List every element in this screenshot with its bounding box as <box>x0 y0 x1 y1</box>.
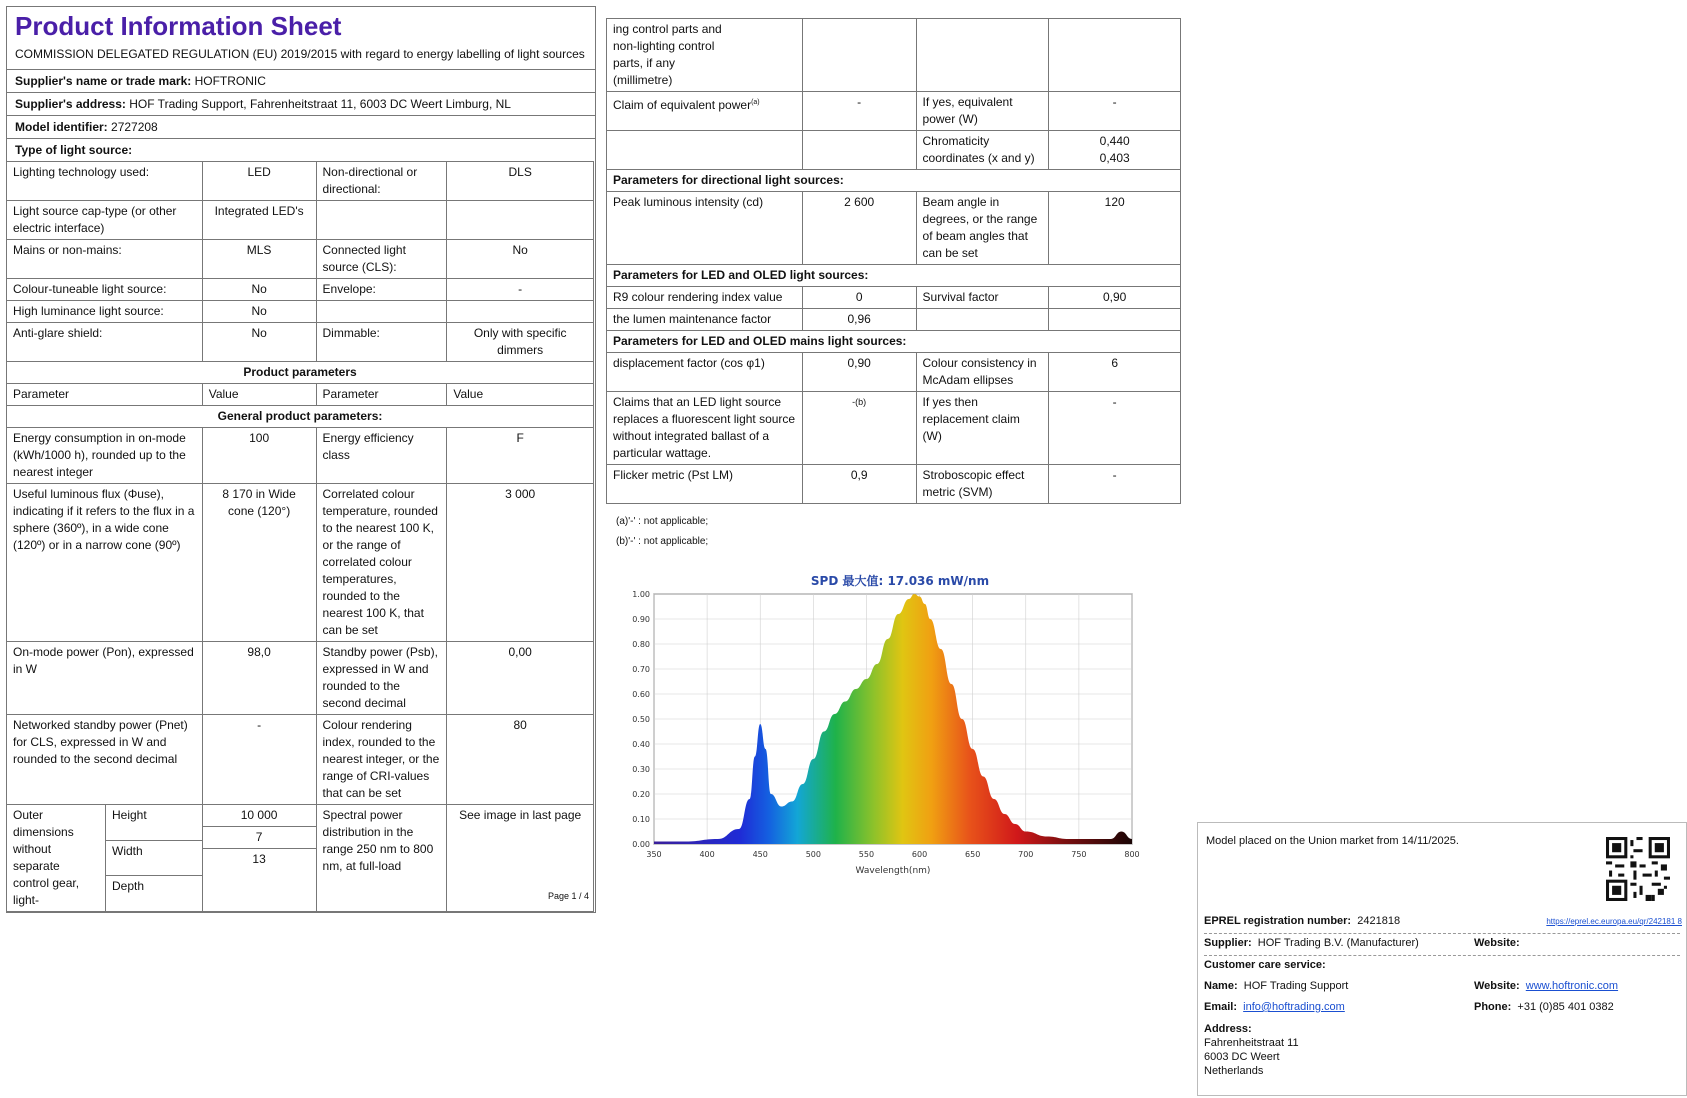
email-label: Email: <box>1204 1001 1238 1013</box>
website-link[interactable]: www.hoftronic.com <box>1525 980 1619 992</box>
y-tick-label: 0.40 <box>632 740 650 749</box>
x-tick-label: 500 <box>805 850 821 859</box>
cell: 100 <box>202 428 316 484</box>
cell: 6 <box>1049 353 1181 392</box>
x-axis-label: Wavelength(nm) <box>855 866 931 876</box>
cell: Colour rendering index, rounded to the nearest integer, or the range of CRI-values that can be set <box>316 715 447 805</box>
equiv-label: Claim of equivalent power <box>613 98 752 112</box>
cell: - <box>802 92 916 131</box>
cell: Non-directional or directional: <box>316 162 447 201</box>
dims-cell <box>7 805 203 912</box>
cell: Anti-glare shield: <box>7 323 203 362</box>
table-row <box>607 92 1181 131</box>
address-line-1: Fahrenheitstraat 11 <box>1204 1037 1299 1049</box>
page-number: Page 1 / 4 <box>548 891 590 901</box>
chart-title: SPD 最大值: 17.036 mW/nm <box>810 574 990 588</box>
cell: See image in last page <box>447 805 594 912</box>
phone-value: +31 (0)85 401 0382 <box>1517 1001 1614 1013</box>
cell: 3 000 <box>447 484 594 642</box>
divider <box>1204 955 1680 956</box>
table-row <box>607 309 1181 331</box>
table-row <box>7 162 594 201</box>
type-label: Type of light source: <box>15 143 133 157</box>
cell: Energy efficiency class <box>316 428 447 484</box>
eprel-row <box>1204 915 1400 927</box>
cell: Connected light source (CLS): <box>316 240 447 279</box>
cell: Standby power (Psb), expressed in W and rounded to the second decimal <box>316 642 447 715</box>
table-row <box>7 240 594 279</box>
cell: DLS <box>447 162 594 201</box>
table-row <box>7 279 594 301</box>
cell: Survival factor <box>916 287 1049 309</box>
supplier-row <box>1204 937 1419 949</box>
qr-code-icon <box>1606 837 1670 901</box>
y-tick-label: 1.00 <box>632 590 650 599</box>
cell <box>447 201 594 240</box>
cell: the lumen maintenance factor <box>607 309 803 331</box>
cell: Dimmable: <box>316 323 447 362</box>
middle-sheet <box>606 18 1181 504</box>
placed-text: Model placed on the Union market from 14/11/2025. <box>1206 835 1459 847</box>
model-value: 2727208 <box>111 120 158 134</box>
table-row <box>607 192 1181 265</box>
product-parameters-header: Product parameters <box>7 362 594 384</box>
col-header: Value <box>202 384 316 406</box>
cell: No <box>202 301 316 323</box>
y-tick-label: 0.30 <box>632 765 650 774</box>
y-tick-label: 0.20 <box>632 790 650 799</box>
cell <box>916 19 1049 92</box>
website-label <box>1474 937 1520 949</box>
cell <box>447 301 594 323</box>
dims-table <box>7 805 202 911</box>
cell: No <box>202 279 316 301</box>
spd-chart <box>606 568 1176 878</box>
cell: F <box>447 428 594 484</box>
table-row <box>7 201 594 240</box>
cell: 0,00 <box>447 642 594 715</box>
general-params-header: General product parameters: <box>7 406 594 428</box>
cell: Stroboscopic effect metric (SVM) <box>916 465 1049 504</box>
table-row <box>7 805 594 912</box>
address-label: Supplier's address: <box>15 97 126 111</box>
y-tick-label: 0.50 <box>632 715 650 724</box>
cell <box>607 92 803 131</box>
dim-height-value: 10 000 <box>203 805 316 827</box>
cell: - <box>202 715 316 805</box>
dims-label: Outer dimensions without separate control gear, light- <box>7 805 106 911</box>
cell: Claims that an LED light source replaces a fluorescent light source without integrated ballast of a particular wattage. <box>607 392 803 465</box>
y-tick-label: 0.10 <box>632 815 650 824</box>
cell: 80 <box>447 715 594 805</box>
phone-label: Phone: <box>1474 1001 1512 1013</box>
cell: Mains or non-mains: <box>7 240 203 279</box>
cell: 0 <box>802 287 916 309</box>
table-row <box>607 465 1181 504</box>
cell: Envelope: <box>316 279 447 301</box>
section-header <box>607 331 1181 353</box>
table-row <box>7 715 594 805</box>
dim-depth-label: Depth <box>112 879 145 894</box>
name-label: Name: <box>1204 980 1238 992</box>
eprel-card <box>1197 822 1687 1096</box>
table-row <box>7 428 594 484</box>
email-row <box>1204 1001 1345 1013</box>
x-tick-label: 750 <box>1071 850 1087 859</box>
page-title: Product Information Sheet <box>15 11 342 41</box>
col-header: Parameter <box>7 384 203 406</box>
address-line-2: 6003 DC Weert <box>1204 1051 1280 1063</box>
cell: - <box>1049 465 1181 504</box>
address-label-text: Address: <box>1204 1023 1252 1035</box>
x-tick-label: 450 <box>752 850 768 859</box>
footnote-a: (a)'-' : not applicable; <box>616 516 709 527</box>
cell: Colour consistency in McAdam ellipses <box>916 353 1049 392</box>
table-row <box>607 353 1181 392</box>
x-tick-label: 400 <box>699 850 715 859</box>
cell: ing control parts and non-lighting control parts, if any (millimetre) <box>607 19 803 92</box>
card-supplier-label: Supplier: <box>1204 937 1252 949</box>
cell: LED <box>202 162 316 201</box>
col-header: Value <box>447 384 594 406</box>
dim-height-label: Height <box>106 805 202 840</box>
cell: Beam angle in degrees, or the range of beam angles that can be set <box>916 192 1049 265</box>
cell: 98,0 <box>202 642 316 715</box>
phone-row <box>1474 1001 1614 1013</box>
cell <box>802 131 916 170</box>
chroma-y: 0,403 <box>1099 151 1130 165</box>
mains-header: Parameters for LED and OLED mains light sources: <box>607 331 1181 353</box>
table-row <box>607 287 1181 309</box>
x-tick-label: 650 <box>965 850 981 859</box>
address-value: HOF Trading Support, Fahrenheitstraat 11, 6003 DC Weert Limburg, NL <box>129 97 511 111</box>
dims-values <box>202 805 316 912</box>
cell: 2 600 <box>802 192 916 265</box>
eprel-link[interactable]: https://eprel.ec.europa.eu/qr/242181 8 <box>1546 917 1682 926</box>
cell <box>1049 309 1181 331</box>
cell: 120 <box>1049 192 1181 265</box>
regulation-text: COMMISSION DELEGATED REGULATION (EU) 2019/2015 with regard to energy labelling of light sources <box>15 47 585 61</box>
cell: -(b) <box>802 392 916 465</box>
table-row <box>7 642 594 715</box>
website-row <box>1474 980 1618 992</box>
y-tick-label: 0.60 <box>632 690 650 699</box>
cell: On-mode power (Pon), expressed in W <box>7 642 203 715</box>
column-headers <box>7 384 594 406</box>
cell: Spectral power distribution in the range 250 nm to 800 nm, at full-load <box>316 805 447 912</box>
cell: - <box>1049 392 1181 465</box>
cell <box>316 301 447 323</box>
cell: If yes then replacement claim (W) <box>916 392 1049 465</box>
cell: Correlated colour temperature, rounded to the nearest 100 K, or the range of correlated colour temperatures, rounded to the nearest 100 K, that can be set <box>316 484 447 642</box>
cell: 0,90 <box>1049 287 1181 309</box>
cell: 8 170 in Wide cone (120°) <box>202 484 316 642</box>
cell: Flicker metric (Pst LM) <box>607 465 803 504</box>
address-label <box>1204 1023 1252 1035</box>
cell <box>916 309 1049 331</box>
footnote-b: (b)'-' : not applicable; <box>616 536 709 547</box>
x-tick-label: 700 <box>1018 850 1034 859</box>
care-label <box>1204 959 1326 971</box>
web2-label: Website: <box>1474 980 1520 992</box>
cell: Useful luminous flux (Φuse), indicating if it refers to the flux in a sphere (360º), in a wide cone (120º) or in a narrow cone (90º) <box>7 484 203 642</box>
supplier-value: HOFTRONIC <box>194 74 266 88</box>
name-row <box>1204 980 1348 992</box>
cell: displacement factor (cos φ1) <box>607 353 803 392</box>
cell: 0,9 <box>802 465 916 504</box>
card-supplier-value: HOF Trading B.V. (Manufacturer) <box>1257 937 1419 949</box>
cell <box>1049 131 1181 170</box>
table-row <box>607 19 1181 92</box>
equiv-sup: (a) <box>751 99 760 106</box>
cell: 0,90 <box>802 353 916 392</box>
type-table <box>6 161 594 912</box>
cell: No <box>202 323 316 362</box>
supplier-label: Supplier's name or trade mark: <box>15 74 192 88</box>
y-tick-label: 0.80 <box>632 640 650 649</box>
left-sheet <box>6 6 596 913</box>
cell: Only with specific dimmers <box>447 323 594 362</box>
dim-width-value: 7 <box>203 827 316 849</box>
cell <box>802 19 916 92</box>
model-label: Model identifier: <box>15 120 108 134</box>
dim-depth-value: 13 <box>252 852 266 866</box>
cell: R9 colour rendering index value <box>607 287 803 309</box>
dim-width-label: Width <box>106 840 202 876</box>
model-row <box>7 115 595 138</box>
table-row <box>607 131 1181 170</box>
table-row <box>7 323 594 362</box>
cell: Peak luminous intensity (cd) <box>607 192 803 265</box>
y-tick-label: 0.70 <box>632 665 650 674</box>
type-row <box>7 138 595 161</box>
section-header <box>7 406 594 428</box>
table-row <box>7 484 594 642</box>
cell: If yes, equivalent power (W) <box>916 92 1049 131</box>
email-link[interactable]: info@hoftrading.com <box>1243 1001 1345 1013</box>
cell: MLS <box>202 240 316 279</box>
cell: Lighting technology used: <box>7 162 203 201</box>
cell: No <box>447 240 594 279</box>
middle-table <box>606 18 1181 504</box>
cell <box>316 201 447 240</box>
cell: Light source cap-type (or other electric interface) <box>7 201 203 240</box>
col-header: Parameter <box>316 384 447 406</box>
name-value: HOF Trading Support <box>1243 980 1349 992</box>
cell: Networked standby power (Pnet) for CLS, expressed in W and rounded to the second decimal <box>7 715 203 805</box>
cell <box>607 131 803 170</box>
cell: 0,96 <box>802 309 916 331</box>
section-header <box>607 170 1181 192</box>
table-row <box>607 392 1181 465</box>
x-tick-label: 600 <box>911 850 928 859</box>
address-line-3: Netherlands <box>1204 1065 1264 1077</box>
y-tick-label: 0.90 <box>632 615 650 624</box>
led-header: Parameters for LED and OLED light sources: <box>607 265 1181 287</box>
y-tick-label: 0.00 <box>632 840 650 849</box>
care-label-text: Customer care service: <box>1204 959 1326 971</box>
chroma-x: 0,440 <box>1099 134 1130 148</box>
cell: Energy consumption in on-mode (kWh/1000 h), rounded up to the nearest integer <box>7 428 203 484</box>
address-row <box>7 92 595 115</box>
divider <box>1204 933 1680 934</box>
supplier-row <box>7 69 595 92</box>
cell: Integrated LED's <box>202 201 316 240</box>
cell: Chromaticity coordinates (x and y) <box>916 131 1049 170</box>
cell: - <box>1049 92 1181 131</box>
cell: - <box>447 279 594 301</box>
eprel-value: 2421818 <box>1357 915 1401 927</box>
cell: Colour-tuneable light source: <box>7 279 203 301</box>
section-header <box>7 362 594 384</box>
x-tick-label: 800 <box>1124 850 1140 859</box>
x-tick-label: 350 <box>646 850 662 859</box>
table-row <box>7 301 594 323</box>
x-tick-label: 550 <box>858 850 875 859</box>
cell <box>1049 19 1181 92</box>
cell: High luminance light source: <box>7 301 203 323</box>
dir-header: Parameters for directional light sources: <box>607 170 1181 192</box>
eprel-label: EPREL registration number: <box>1204 915 1352 927</box>
section-header <box>607 265 1181 287</box>
website-label-text: Website: <box>1474 937 1520 949</box>
